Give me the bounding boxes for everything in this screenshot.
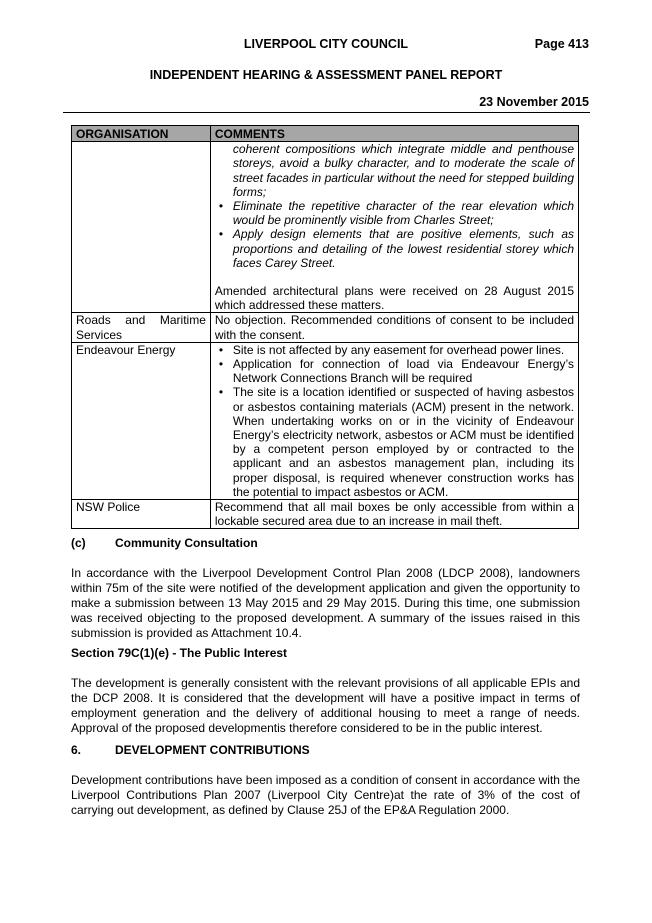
list-item: • The site is a location identified or suspected of having asbestos or asbestos containing materials (ACM) present in the network. When undertaking works on or in the vicinity of Endeavour Energy’s electricity network, asbestos or ACM must be identified by a competent person employed by or contracted to the applicant and an asbestos management plan, including its proper disposal, is required whenever construction works has the potential to impact asbestos or ACM.: [215, 385, 574, 499]
organisation-cell-empty: [72, 142, 211, 313]
section-heading: Section 79C(1)(e) - The Public Interest: [71, 646, 288, 660]
section-number: 6.: [71, 743, 82, 757]
report-title: INDEPENDENT HEARING & ASSESSMENT PANEL REPORT: [149, 68, 503, 82]
section-heading: DEVELOPMENT CONTRIBUTIONS: [115, 743, 310, 757]
header-divider: [63, 112, 590, 113]
section-paragraph: The development is generally consistent with the relevant provisions of all applicable EPIs and the DCP 2008. It is considered that the development will have a positive impact in terms of employment generation and the delivery of additional housing to meet a range of needs. Approval of the proposed developmentis therefore considered to be in the public interest.: [71, 676, 580, 735]
section-paragraph: Development contributions have been imposed as a condition of consent in accordance with the Liverpool Contributions Plan 2007 (Liverpool City Centre)at the rate of 3% of the cost of carrying out development, as defined by Clause 25J of the EP&A Regulation 2000.: [71, 773, 580, 817]
organisation-cell: NSW Police: [72, 500, 211, 529]
page-number: Page 413: [534, 37, 589, 51]
amended-plans-note: Amended architectural plans were received on 28 August 2015 which addressed these matters.: [214, 284, 574, 313]
development-contributions-body: [71, 773, 580, 818]
section-number: (c): [71, 536, 86, 550]
table-row: [72, 342, 579, 499]
table-row: [72, 142, 579, 313]
section-heading: Community Consultation: [115, 536, 258, 550]
public-interest-body: [71, 676, 580, 736]
design-bullet-list: [215, 199, 574, 270]
community-consultation-heading: [71, 536, 580, 551]
comments-cell: No objection. Recommended conditions of consent to be included with the consent.: [210, 313, 578, 342]
list-item: • Eliminate the repetitive character of the rear elevation which would be prominently visible from Charles Street;: [215, 199, 574, 227]
column-header-comments: COMMENTS: [210, 126, 578, 142]
column-header-organisation: ORGANISATION: [72, 126, 211, 142]
table-row: [72, 313, 579, 342]
organisation-comments-table: [71, 125, 579, 529]
organisation-name-part: and: [125, 313, 146, 328]
organisation-name-part: Maritime: [159, 313, 206, 328]
comments-cell: [210, 342, 578, 499]
organisation-name-part: Roads: [76, 313, 111, 328]
community-consultation-body: [71, 566, 580, 641]
comments-cell: [210, 142, 578, 313]
list-item: • Site is not affected by any easement for overhead power lines.: [215, 343, 574, 357]
council-name: LIVERPOOL CITY COUNCIL: [243, 37, 409, 51]
continued-comment-text: coherent compositions which integrate middle and penthouse storeys, avoid a bulky character, and to moderate the scale of street facades in particular without the need for stepped building forms;: [232, 142, 574, 199]
organisation-name-part: Services: [76, 327, 123, 342]
table-header-row: [72, 126, 579, 142]
report-date: 23 November 2015: [479, 95, 589, 109]
organisation-cell: Endeavour Energy: [72, 342, 211, 499]
table-row: [72, 500, 579, 529]
section-paragraph: In accordance with the Liverpool Development Control Plan 2008 (LDCP 2008), landowners within 75m of the site were notified of the development application and given the opportunity to make a submission between 13 May 2015 and 29 May 2015. During this time, one submission was received objecting to the proposed development. A summary of the issues raised in this submission is provided as Attachment 10.4.: [71, 566, 580, 640]
list-item: • Application for connection of load via Endeavour Energy’s Network Connections Branch will be required: [215, 357, 574, 385]
development-contributions-heading: [71, 743, 580, 758]
comments-cell: Recommend that all mail boxes be only accessible from within a lockable secured area due to an increase in mail theft.: [210, 500, 578, 529]
organisation-cell: [72, 313, 211, 342]
public-interest-heading: [71, 646, 580, 661]
endeavour-bullet-list: [215, 343, 574, 499]
list-item: • Apply design elements that are positive elements, such as proportions and detailing of the lowest residential storey which faces Carey Street.: [215, 227, 574, 270]
